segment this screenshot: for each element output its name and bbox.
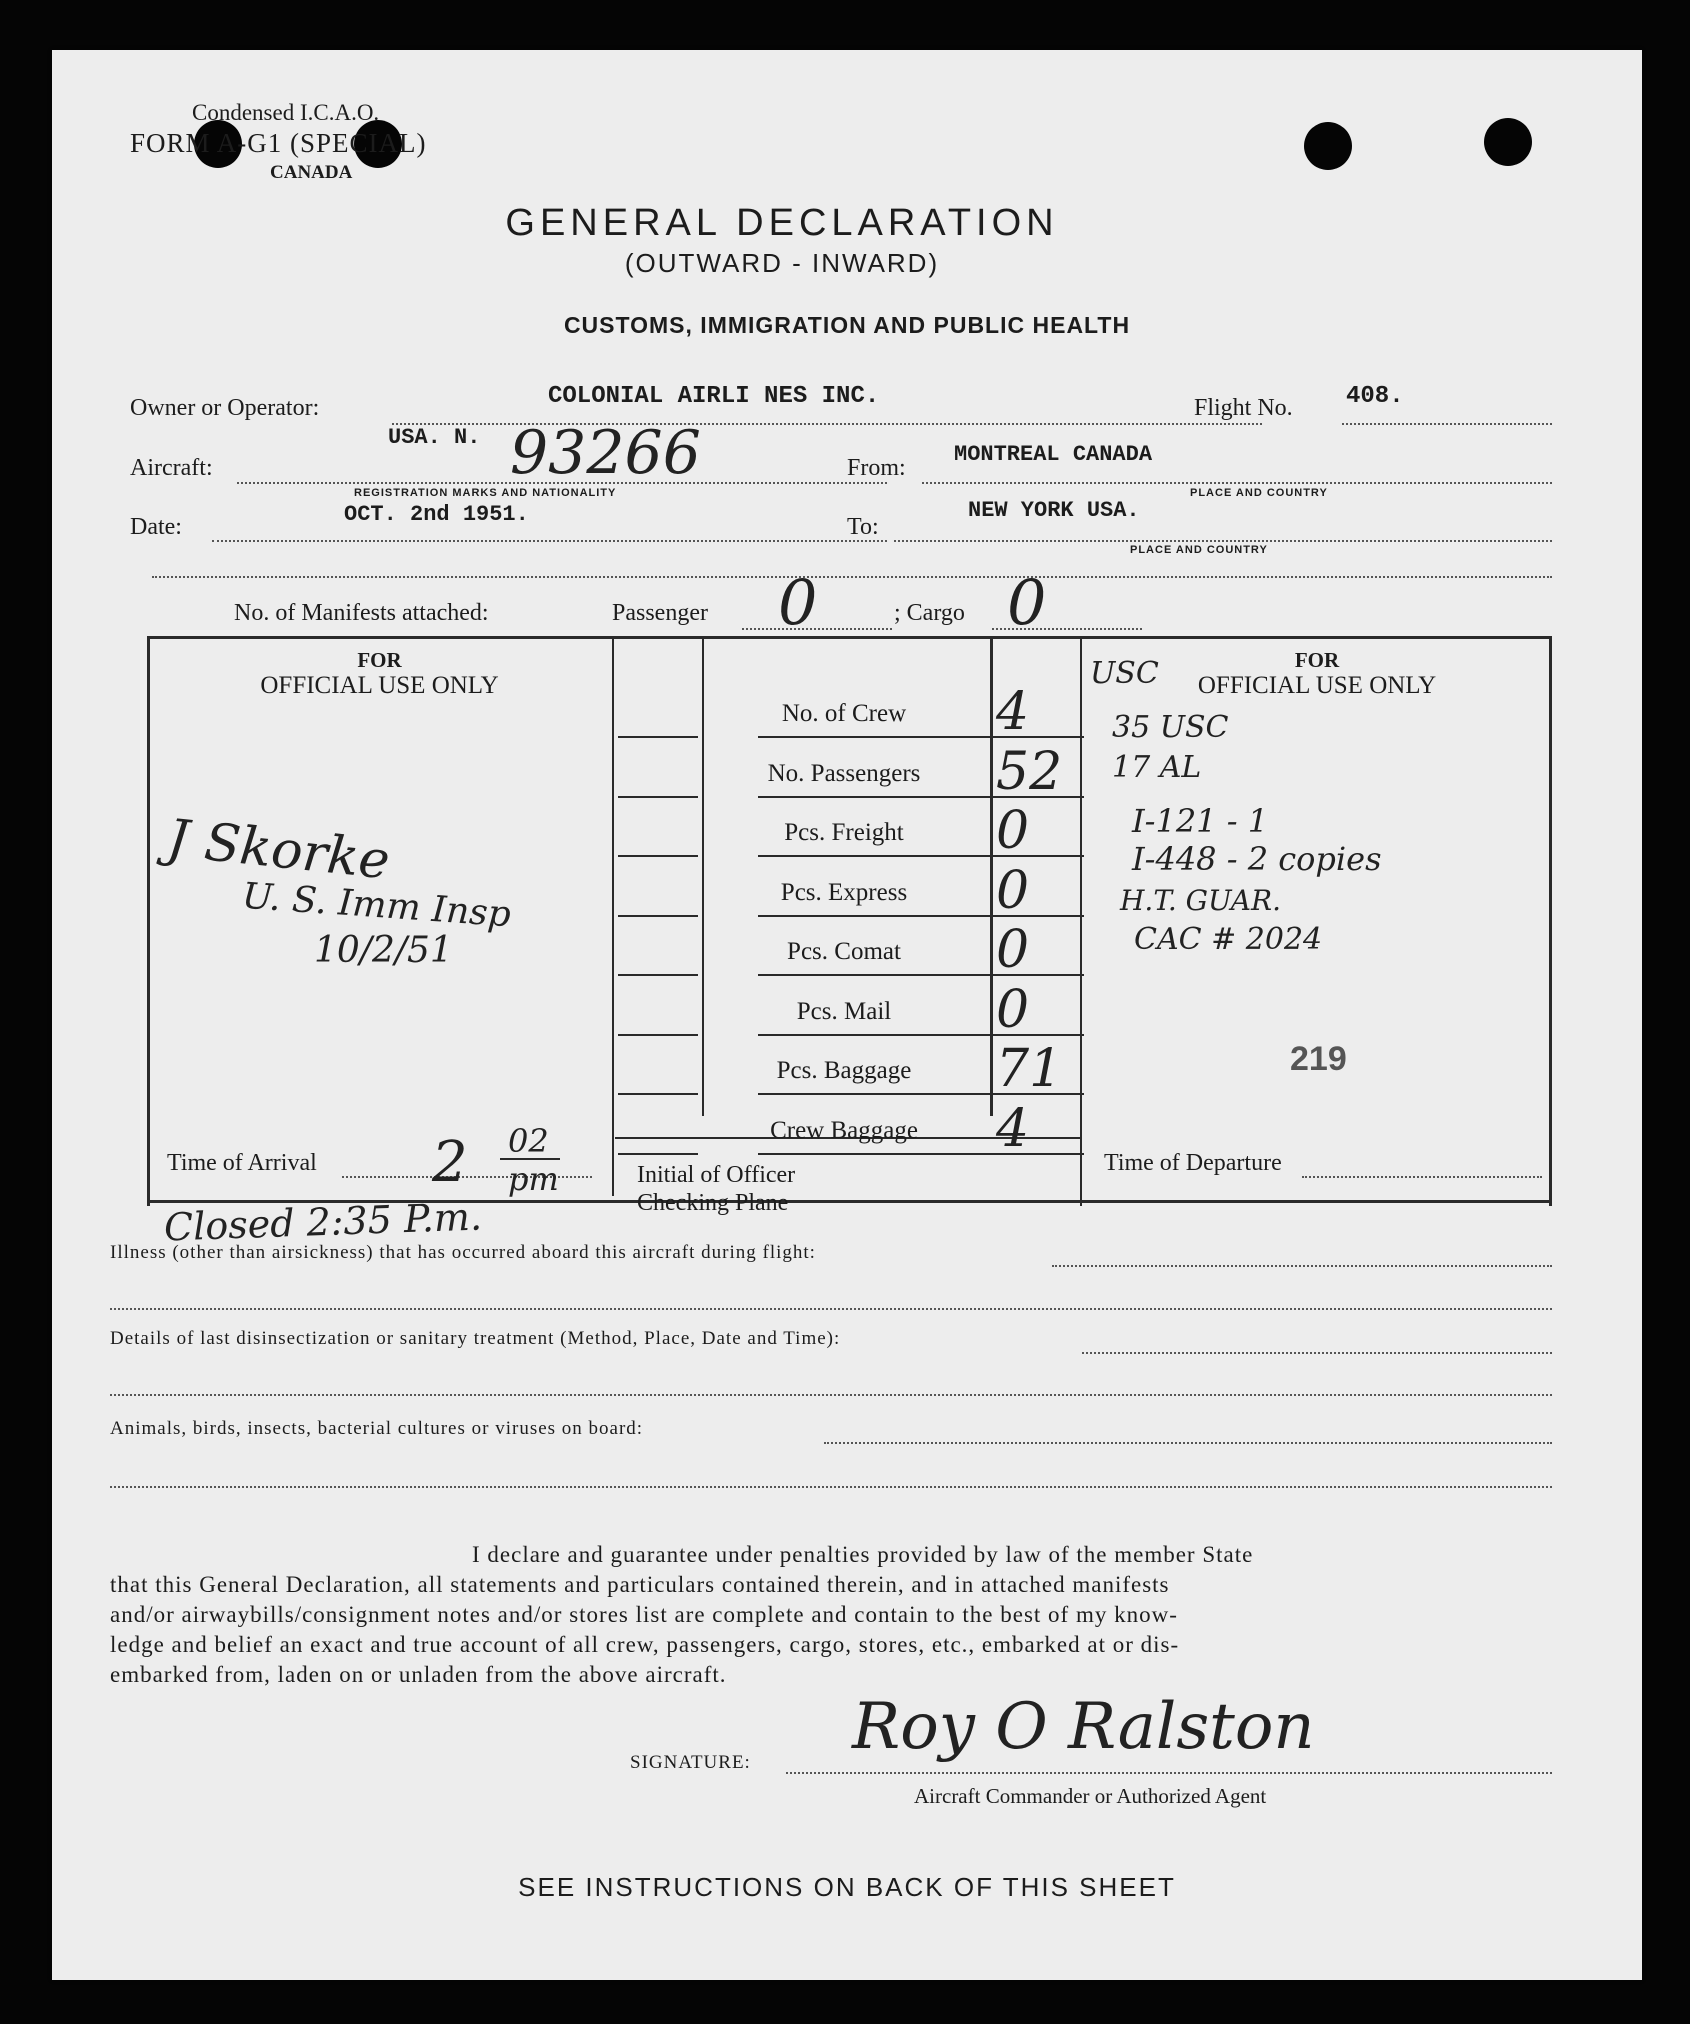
to-caption: PLACE AND COUNTRY	[1130, 544, 1268, 556]
grid-row-value-handwritten: 4	[996, 682, 1030, 742]
grid-row-label: Pcs. Comat	[787, 938, 901, 965]
note-passengers-1-handwritten: 35 USC	[1112, 710, 1229, 745]
signature-label: SIGNATURE:	[630, 1752, 751, 1773]
inspector-signature-handwritten: J Skorke	[164, 808, 393, 892]
box-divider-values	[990, 636, 993, 1116]
disinsectization-line-2	[110, 1394, 1552, 1396]
arrival-label: Time of Arrival	[167, 1150, 317, 1176]
stamp-number: 219	[1290, 1040, 1347, 1078]
grid-row-label: Crew Baggage	[770, 1117, 918, 1144]
instructions-footer: SEE INSTRUCTIONS ON BACK OF THIS SHEET	[518, 1872, 1176, 1902]
punch-hole	[1304, 122, 1352, 170]
flight-label: Flight No.	[1194, 395, 1293, 421]
aircraft-registration-handwritten: 93266	[510, 418, 701, 488]
declaration-line4: ledge and belief an exact and true account of all crew, passengers, cargo, stores, etc., embarked at or dis-	[110, 1632, 1180, 1657]
from-value: MONTREAL CANADA	[954, 442, 1153, 467]
commander-signature-handwritten: Roy O Ralston	[852, 1690, 1315, 1764]
grid-row-label: No. of Crew	[781, 700, 907, 727]
grid-row-stub-line	[618, 736, 698, 738]
note-guar-handwritten: H.T. GUAR.	[1120, 884, 1281, 917]
punch-hole	[1484, 118, 1532, 166]
owner-value: COLONIAL AIRLI NES INC.	[548, 383, 880, 410]
blank-line	[152, 576, 1552, 578]
official-right-line2: OFFICIAL USE ONLY	[1197, 672, 1437, 699]
grid-row-label: Pcs. Mail	[796, 998, 892, 1025]
box-divider-left	[612, 636, 614, 1196]
grid-row-line	[758, 796, 1084, 798]
form-id-line1: Condensed I.C.A.O.	[192, 100, 380, 125]
inspector-title-handwritten: U. S. Imm Insp	[240, 875, 513, 936]
grid-row-value-handwritten: 0	[996, 801, 1030, 861]
cargo-manifest-value: 0	[1007, 566, 1047, 639]
declaration-line3: and/or airwaybills/consignment notes and/or stores list are complete and contain to the best of my know-	[110, 1602, 1178, 1627]
grid-row-value-handwritten: 52	[996, 742, 1063, 802]
official-left-line2: OFFICIAL USE ONLY	[260, 672, 499, 699]
aircraft-label: Aircraft:	[130, 455, 213, 481]
grid-row-value-handwritten: 0	[996, 980, 1030, 1040]
illness-line	[1052, 1265, 1552, 1267]
box-divider-right	[1080, 636, 1082, 1206]
from-caption: PLACE AND COUNTRY	[1190, 487, 1328, 499]
arrival-fraction	[500, 1158, 560, 1160]
grid-row-value-handwritten: 0	[996, 861, 1030, 921]
to-label: To:	[847, 514, 879, 540]
closed-time-handwritten: Closed 2:35 P.m.	[163, 1194, 483, 1250]
flight-line	[1342, 423, 1552, 425]
departure-line	[1302, 1176, 1542, 1178]
animals-line	[824, 1442, 1552, 1444]
grid-row-line	[758, 736, 1084, 738]
grid-row-stub-line	[618, 1034, 698, 1036]
grid-row-line	[758, 915, 1084, 917]
declaration-line5: embarked from, laden on or unladen from the above aircraft.	[110, 1662, 727, 1687]
departure-label: Time of Departure	[1104, 1150, 1282, 1176]
to-line	[894, 540, 1552, 542]
animals-label: Animals, birds, insects, bacterial cultures or viruses on board:	[110, 1418, 644, 1439]
date-line	[212, 540, 887, 542]
grid-row-line	[758, 1153, 1084, 1155]
flight-value: 408.	[1346, 383, 1404, 410]
arrival-time-handwritten: 2	[432, 1130, 468, 1195]
official-right-line1: FOR	[1294, 648, 1340, 672]
page-title: GENERAL DECLARATION	[505, 202, 1059, 244]
note-passengers-2-handwritten: 17 AL	[1112, 750, 1202, 785]
grid-row-stub-line	[618, 1093, 698, 1095]
section-heading: CUSTOMS, IMMIGRATION AND PUBLIC HEALTH	[563, 312, 1131, 338]
grid-row-stub-line	[618, 974, 698, 976]
official-left-line1: FOR	[357, 648, 402, 672]
page-subtitle: (OUTWARD - INWARD)	[624, 248, 940, 278]
box-top	[147, 636, 1552, 639]
declaration-form	[52, 50, 1642, 1980]
grid-row-label: Pcs. Baggage	[776, 1057, 912, 1084]
declaration-line2: that this General Declaration, all statements and particulars contained therein, and in attached manifests	[110, 1572, 1170, 1597]
illness-label: Illness (other than airsickness) that has occurred aboard this aircraft during flight:	[110, 1242, 816, 1263]
box-left	[147, 636, 150, 1206]
grid-row-stub-line	[618, 796, 698, 798]
arrival-pm-handwritten: pm	[508, 1160, 559, 1198]
grid-row-value-handwritten: 4	[996, 1099, 1030, 1159]
owner-label: Owner or Operator:	[130, 395, 320, 421]
form-id-line2: FORM A-G1 (SPECIAL)	[130, 128, 427, 158]
aircraft-value: USA. N.	[388, 425, 481, 450]
grid-row-stub-line	[618, 1153, 698, 1155]
grid-row-stub-line	[618, 915, 698, 917]
grid-row-line	[758, 1034, 1084, 1036]
passenger-manifest-value: 0	[778, 566, 818, 639]
from-label: From:	[847, 455, 906, 481]
declaration-line1: I declare and guarantee under penalties provided by law of the member State	[472, 1542, 1254, 1567]
initial-label-line2: Checking Plane	[637, 1190, 789, 1216]
from-line	[922, 482, 1552, 484]
arrival-minutes-handwritten: 02	[508, 1122, 549, 1160]
to-value: NEW YORK USA.	[968, 498, 1140, 523]
date-label: Date:	[130, 514, 182, 540]
grid-row-line	[758, 1093, 1084, 1095]
grid-row-label: Pcs. Express	[780, 879, 908, 906]
note-i121-handwritten: I-121 - 1	[1132, 802, 1269, 840]
grid-row-value-handwritten: 0	[996, 920, 1030, 980]
grid-row-stub-line	[618, 855, 698, 857]
note-i448-handwritten: I-448 - 2 copies	[1132, 840, 1382, 878]
inspector-date-handwritten: 10/2/51	[314, 930, 453, 971]
cargo-label: ; Cargo	[894, 600, 965, 626]
disinsectization-line	[1082, 1352, 1552, 1354]
initial-label-line1: Initial of Officer	[637, 1162, 796, 1188]
grid-row-label: Pcs. Freight	[784, 819, 904, 846]
form-id-line3: CANADA	[270, 162, 353, 183]
passenger-label: Passenger	[612, 600, 708, 626]
grid-row-line	[758, 855, 1084, 857]
grid-row-line	[758, 974, 1084, 976]
registration-caption: REGISTRATION MARKS AND NATIONALITY	[354, 487, 617, 499]
illness-line-2	[110, 1308, 1552, 1310]
note-cac-handwritten: CAC # 2024	[1134, 922, 1323, 957]
grid-row-label: No. Passengers	[767, 760, 921, 787]
signature-caption: Aircraft Commander or Authorized Agent	[914, 1784, 1267, 1808]
disinsectization-label: Details of last disinsectization or sanitary treatment (Method, Place, Date and Time):	[110, 1328, 841, 1349]
manifests-label: No. of Manifests attached:	[234, 600, 489, 626]
date-value: OCT. 2nd 1951.	[344, 502, 529, 527]
animals-line-2	[110, 1486, 1552, 1488]
note-crew-handwritten: USC	[1090, 656, 1159, 691]
grid-row-value-handwritten: 71	[996, 1039, 1063, 1099]
signature-line	[786, 1772, 1552, 1774]
box-right	[1549, 636, 1552, 1206]
